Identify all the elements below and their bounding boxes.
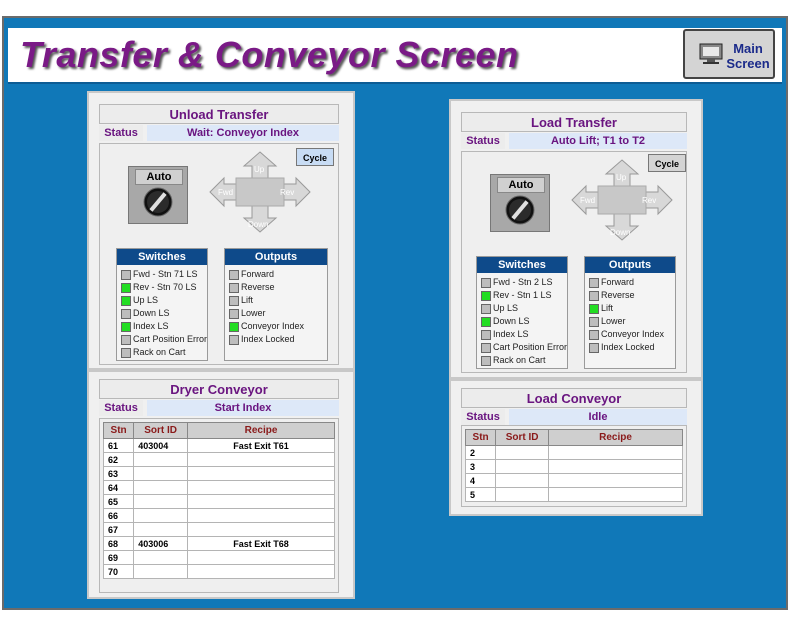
jog-up-button[interactable]: Up <box>616 173 627 182</box>
load_transfer-outputs-item <box>585 328 675 341</box>
load_transfer-outputs-label: Conveyor Index <box>601 329 665 339</box>
unload-control-area <box>99 143 339 365</box>
unload_transfer-outputs-item <box>225 281 327 294</box>
load-cycle-button[interactable]: Cycle <box>648 154 686 172</box>
load-switches-header: Switches <box>477 257 567 273</box>
monitor-icon <box>699 43 723 65</box>
load_transfer-switches-label: Down LS <box>493 316 530 326</box>
table-cell <box>134 467 188 481</box>
unload_transfer-switches-item <box>117 294 207 307</box>
indicator-light-icon <box>481 278 491 288</box>
unload_transfer-switches-label: Down LS <box>133 308 170 318</box>
table-cell <box>496 460 549 474</box>
indicator-light-icon <box>481 304 491 314</box>
load_transfer-switches-label: Cart Position Error <box>493 342 568 352</box>
jog-down-button[interactable]: Down <box>248 220 269 229</box>
unload_transfer-outputs-item <box>225 294 327 307</box>
table-cell <box>134 551 188 565</box>
table-cell: 65 <box>104 495 134 509</box>
unload_transfer-switches-item <box>117 333 207 346</box>
load-outputs-block <box>584 256 676 369</box>
load_transfer-outputs-label: Forward <box>601 277 635 287</box>
load_transfer-outputs-label: Reverse <box>601 290 635 300</box>
unload-outputs-header: Outputs <box>225 249 327 265</box>
unload_transfer-outputs-item <box>225 307 327 320</box>
load-conveyor-title: Load Conveyor <box>461 388 687 408</box>
load_transfer-switches-item <box>477 354 567 367</box>
unload_transfer-outputs-label: Conveyor Index <box>241 321 305 331</box>
load_transfer-switches-item <box>477 315 567 328</box>
column-header: Stn <box>104 423 134 439</box>
table-row <box>104 467 335 481</box>
column-header: Sort ID <box>496 430 549 446</box>
load-conveyor-table <box>465 429 683 502</box>
indicator-light-icon <box>229 335 239 345</box>
indicator-light-icon <box>229 270 239 280</box>
column-header: Recipe <box>188 423 335 439</box>
table-cell <box>549 488 683 502</box>
indicator-light-icon <box>121 270 131 280</box>
table-cell: 66 <box>104 509 134 523</box>
load_transfer-switches-item <box>477 276 567 289</box>
load-status-label: Status <box>461 133 505 149</box>
load-transfer-panel <box>449 99 703 379</box>
load-auto-switch[interactable] <box>490 174 550 232</box>
table-cell <box>134 565 188 579</box>
load_transfer-switches-item <box>477 341 567 354</box>
dryer-conveyor-table <box>103 422 335 579</box>
load_transfer-switches-label: Up LS <box>493 303 519 313</box>
table-row <box>104 439 335 453</box>
unload-switches-block <box>116 248 208 361</box>
load-status-value: Auto Lift; T1 to T2 <box>509 133 687 149</box>
table-cell: 3 <box>466 460 496 474</box>
table-cell <box>188 495 335 509</box>
unload-status-value: Wait: Conveyor Index <box>147 125 339 141</box>
table-cell: 63 <box>104 467 134 481</box>
indicator-light-icon <box>121 322 131 332</box>
table-cell <box>188 523 335 537</box>
table-row <box>104 481 335 495</box>
table-cell: 70 <box>104 565 134 579</box>
title-bar <box>8 28 782 84</box>
load_transfer-outputs-label: Lift <box>601 303 614 313</box>
dryer-conveyor-panel <box>87 370 355 599</box>
load_transfer-outputs-item <box>585 302 675 315</box>
table-cell <box>188 453 335 467</box>
unload_transfer-switches-item <box>117 307 207 320</box>
load_transfer-switches-label: Rev - Stn 1 LS <box>493 290 552 300</box>
load-outputs-header: Outputs <box>585 257 675 273</box>
indicator-light-icon <box>589 304 599 314</box>
page-title: Transfer & Conveyor Screen <box>20 34 519 75</box>
dryer-table-area <box>99 418 339 593</box>
load_transfer-outputs-item <box>585 341 675 354</box>
dryer-status-row <box>99 400 339 416</box>
load_transfer-outputs-label: Lower <box>601 316 626 326</box>
indicator-light-icon <box>589 278 599 288</box>
unload-auto-label: Auto <box>135 169 183 185</box>
unload_transfer-switches-item <box>117 346 207 359</box>
table-cell: 68 <box>104 537 134 551</box>
unload_transfer-outputs-item <box>225 320 327 333</box>
table-row <box>466 446 683 460</box>
unload_transfer-outputs-label: Lift <box>241 295 254 305</box>
table-row <box>104 551 335 565</box>
load_transfer-outputs-item <box>585 315 675 328</box>
load-control-area <box>461 151 687 373</box>
table-cell <box>496 474 549 488</box>
load-conveyor-status-value: Idle <box>509 409 687 425</box>
jog-up-button[interactable]: Up <box>254 165 265 174</box>
load_transfer-outputs-item <box>585 289 675 302</box>
load_transfer-switches-item <box>477 302 567 315</box>
unload_transfer-outputs-label: Lower <box>241 308 266 318</box>
unload_transfer-outputs-label: Forward <box>241 269 275 279</box>
load-switches-block <box>476 256 568 369</box>
selector-knob-icon <box>143 187 173 217</box>
table-cell <box>188 565 335 579</box>
load_transfer-outputs-label: Index Locked <box>601 342 655 352</box>
indicator-light-icon <box>589 330 599 340</box>
table-row <box>104 565 335 579</box>
unload_transfer-outputs-label: Index Locked <box>241 334 295 344</box>
table-cell <box>188 551 335 565</box>
table-cell: 5 <box>466 488 496 502</box>
load-status-row <box>461 133 687 149</box>
table-row <box>466 460 683 474</box>
unload-status-row <box>99 125 339 141</box>
table-cell: 62 <box>104 453 134 467</box>
load_transfer-switches-label: Fwd - Stn 2 LS <box>493 277 553 287</box>
load_transfer-switches-item <box>477 289 567 302</box>
table-cell <box>549 446 683 460</box>
table-cell <box>134 453 188 467</box>
main-screen-label: Main Screen <box>726 41 770 71</box>
table-row <box>104 509 335 523</box>
unload-status-label: Status <box>99 125 143 141</box>
unload_transfer-switches-label: Rack on Cart <box>133 347 186 357</box>
unload_transfer-switches-label: Fwd - Stn 71 LS <box>133 269 198 279</box>
table-row <box>104 537 335 551</box>
load_transfer-switches-label: Rack on Cart <box>493 355 546 365</box>
table-cell <box>134 495 188 509</box>
table-cell: 2 <box>466 446 496 460</box>
table-cell: 64 <box>104 481 134 495</box>
table-cell: 403004 <box>134 439 188 453</box>
indicator-light-icon <box>481 317 491 327</box>
table-cell <box>496 446 549 460</box>
load-auto-label: Auto <box>497 177 545 193</box>
unload-cycle-button[interactable]: Cycle <box>296 148 334 166</box>
table-cell <box>188 481 335 495</box>
unload_transfer-outputs-item <box>225 333 327 346</box>
unload-auto-switch[interactable] <box>128 166 188 224</box>
indicator-light-icon <box>229 283 239 293</box>
table-cell <box>188 509 335 523</box>
unload_transfer-switches-item <box>117 268 207 281</box>
indicator-light-icon <box>589 343 599 353</box>
unload-switches-header: Switches <box>117 249 207 265</box>
unload-transfer-title: Unload Transfer <box>99 104 339 124</box>
column-header: Sort ID <box>134 423 188 439</box>
table-cell: 403006 <box>134 537 188 551</box>
indicator-light-icon <box>229 309 239 319</box>
load-conveyor-status-label: Status <box>461 409 505 425</box>
indicator-light-icon <box>589 291 599 301</box>
main-screen-button[interactable] <box>683 29 775 79</box>
indicator-light-icon <box>229 322 239 332</box>
unload_transfer-switches-label: Up LS <box>133 295 159 305</box>
table-cell <box>549 460 683 474</box>
column-header: Recipe <box>549 430 683 446</box>
table-row <box>104 453 335 467</box>
table-cell: 61 <box>104 439 134 453</box>
table-cell <box>496 488 549 502</box>
table-row <box>466 488 683 502</box>
unload_transfer-switches-label: Index LS <box>133 321 169 331</box>
dryer-status-label: Status <box>99 400 143 416</box>
indicator-light-icon <box>121 335 131 345</box>
dryer-status-value: Start Index <box>147 400 339 416</box>
jog-rev-button[interactable]: Rev <box>642 196 657 205</box>
unload-outputs-block <box>224 248 328 361</box>
jog-fwd-button[interactable]: Fwd <box>218 188 234 197</box>
load_transfer-switches-item <box>477 328 567 341</box>
load-conveyor-status-row <box>461 409 687 425</box>
unload_transfer-outputs-item <box>225 268 327 281</box>
table-cell: Fast Exit T61 <box>188 439 335 453</box>
table-cell: 67 <box>104 523 134 537</box>
column-header: Stn <box>466 430 496 446</box>
indicator-light-icon <box>481 330 491 340</box>
indicator-light-icon <box>481 291 491 301</box>
footer-strip <box>12 610 772 616</box>
table-cell: 69 <box>104 551 134 565</box>
table-cell: 4 <box>466 474 496 488</box>
indicator-light-icon <box>229 296 239 306</box>
table-row <box>104 495 335 509</box>
table-cell: Fast Exit T68 <box>188 537 335 551</box>
unload_transfer-switches-label: Cart Position Error <box>133 334 208 344</box>
selector-knob-icon <box>505 195 535 225</box>
table-cell <box>134 481 188 495</box>
indicator-light-icon <box>589 317 599 327</box>
load_transfer-outputs-item <box>585 276 675 289</box>
table-cell <box>134 509 188 523</box>
jog-down-button[interactable]: Down <box>610 228 631 237</box>
load-conveyor-table-area <box>461 425 687 507</box>
unload_transfer-outputs-label: Reverse <box>241 282 275 292</box>
dryer-conveyor-title: Dryer Conveyor <box>99 379 339 399</box>
load-transfer-title: Load Transfer <box>461 112 687 132</box>
jog-fwd-button[interactable]: Fwd <box>580 196 596 205</box>
jog-rev-button[interactable]: Rev <box>280 188 295 197</box>
unload-transfer-panel <box>87 91 355 370</box>
indicator-light-icon <box>481 343 491 353</box>
indicator-light-icon <box>121 309 131 319</box>
table-cell <box>134 523 188 537</box>
unload_transfer-switches-item <box>117 320 207 333</box>
table-row <box>466 474 683 488</box>
load_transfer-switches-label: Index LS <box>493 329 529 339</box>
table-cell <box>188 467 335 481</box>
indicator-light-icon <box>121 283 131 293</box>
unload_transfer-switches-item <box>117 281 207 294</box>
indicator-light-icon <box>121 348 131 358</box>
indicator-light-icon <box>121 296 131 306</box>
load-conveyor-panel <box>449 379 703 516</box>
unload_transfer-switches-label: Rev - Stn 70 LS <box>133 282 197 292</box>
table-row <box>104 523 335 537</box>
table-cell <box>549 474 683 488</box>
indicator-light-icon <box>481 356 491 366</box>
